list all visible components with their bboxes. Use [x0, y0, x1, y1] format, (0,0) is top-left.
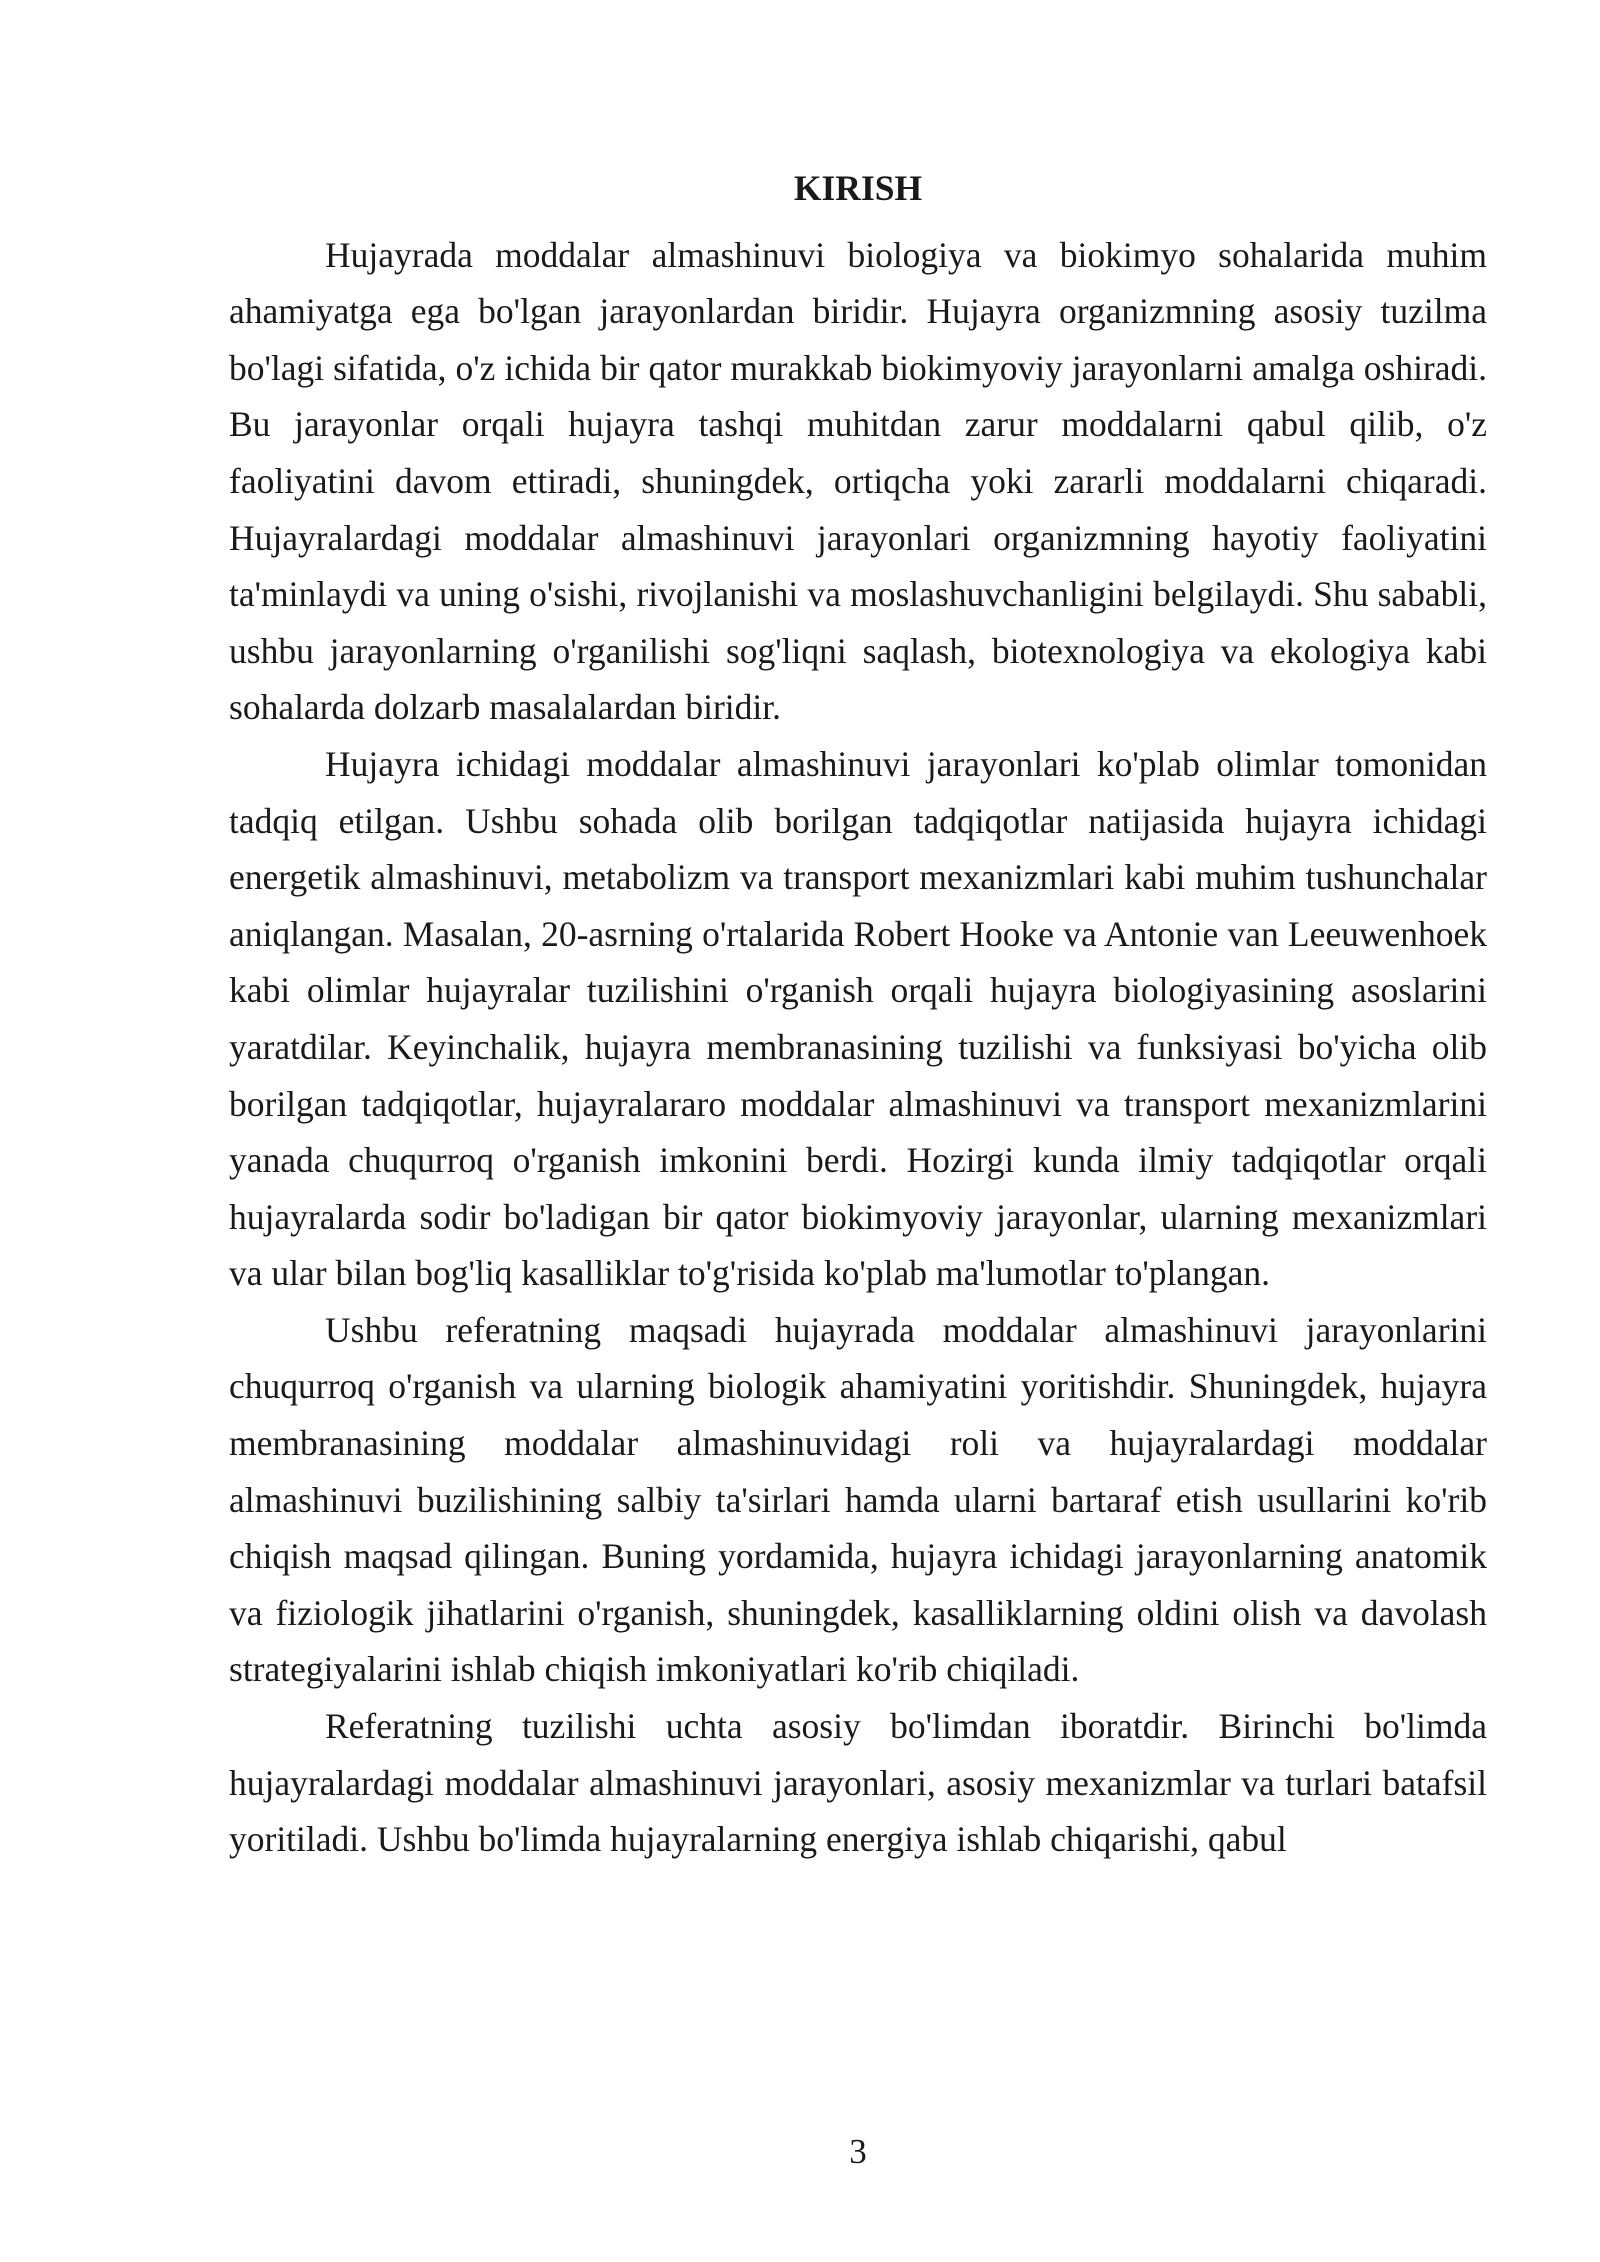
paragraph-4: Referatning tuzilishi uchta asosiy bo'limdan iboratdir. Birinchi bo'limda hujayralardagi moddalar almashinuvi jarayonlari, asosiy mexanizmlar va turlari batafsil yoritiladi. Ushbu bo'limda hujayralarning energiya ishlab chiqarishi, qabul: [229, 1706, 1487, 1860]
paragraph-1: Hujayrada moddalar almashinuvi biologiya va biokimyo sohalarida muhim ahamiyatga ega bo'lgan jarayonlardan biridir. Hujayra organizmning asosiy tuzilma bo'lagi sifatida, o'z ichida bir qator murakkab biokimyoviy jarayonlarni amalga oshiradi. Bu jarayonlar orqali hujayra tashqi muhitdan zarur moddalarni qabul qilib, o'z faoliyatini davom ettiradi, shuningdek, ortiqcha yoki zararli moddalarni chiqaradi. Hujayralardagi moddalar almashinuvi jarayonlari organizmning hayotiy faoliyatini ta'minlaydi va uning o'sishi, rivojlanishi va moslashuvchanligini belgilaydi. Shu sababli, ushbu jarayonlarning o'rganilishi sog'liqni saqlash, biotexnologiya va ekologiya kabi sohalarda dolzarb masalalardan biridir.: [229, 234, 1487, 728]
page-number: 3: [849, 2132, 867, 2171]
page-title: KIRISH: [793, 168, 923, 208]
page-content: [229, 160, 1487, 1868]
paragraph-3: Ushbu referatning maqsadi hujayrada moddalar almashinuvi jarayonlarini chuqurroq o'rganish va ularning biologik ahamiyatini yoritishdir. Shuningdek, hujayra membranasining moddalar almashinuvidagi roli va hujayralardagi moddalar almashinuvi buzilishining salbiy ta'sirlari hamda ularni bartaraf etish usullarini ko'rib chiqish maqsad qilingan. Buning yordamida, hujayra ichidagi jarayonlarning anatomik va fiziologik jihatlarini o'rganish, shuningdek, kasalliklarning oldini olish va davolash strategiyalarini ishlab chiqish imkoniyatlari ko'rib chiqiladi.: [229, 1309, 1487, 1690]
paragraph-2: Hujayra ichidagi moddalar almashinuvi jarayonlari ko'plab olimlar tomonidan tadqiq etilgan. Ushbu sohada olib borilgan tadqiqotlar natijasida hujayra ichidagi energetik almashinuvi, metabolizm va transport mexanizmlari kabi muhim tushunchalar aniqlangan. Masalan, 20-asrning o'rtalarida Robert Hooke va Antonie van Leeuwenhoek kabi olimlar hujayralar tuzilishini o'rganish orqali hujayra biologiyasining asoslarini yaratdilar. Keyinchalik, hujayra membranasining tuzilishi va funksiyasi bo'yicha olib borilgan tadqiqotlar, hujayralararo moddalar almashinuvi va transport mexanizmlarini yanada chuqurroq o'rganish imkonini berdi. Hozirgi kunda ilmiy tadqiqotlar orqali hujayralarda sodir bo'ladigan bir qator biokimyoviy jarayonlar, ularning mexanizmlari va ular bilan bog'liq kasalliklar to'g'risida ko'plab ma'lumotlar to'plangan.: [229, 743, 1487, 1294]
